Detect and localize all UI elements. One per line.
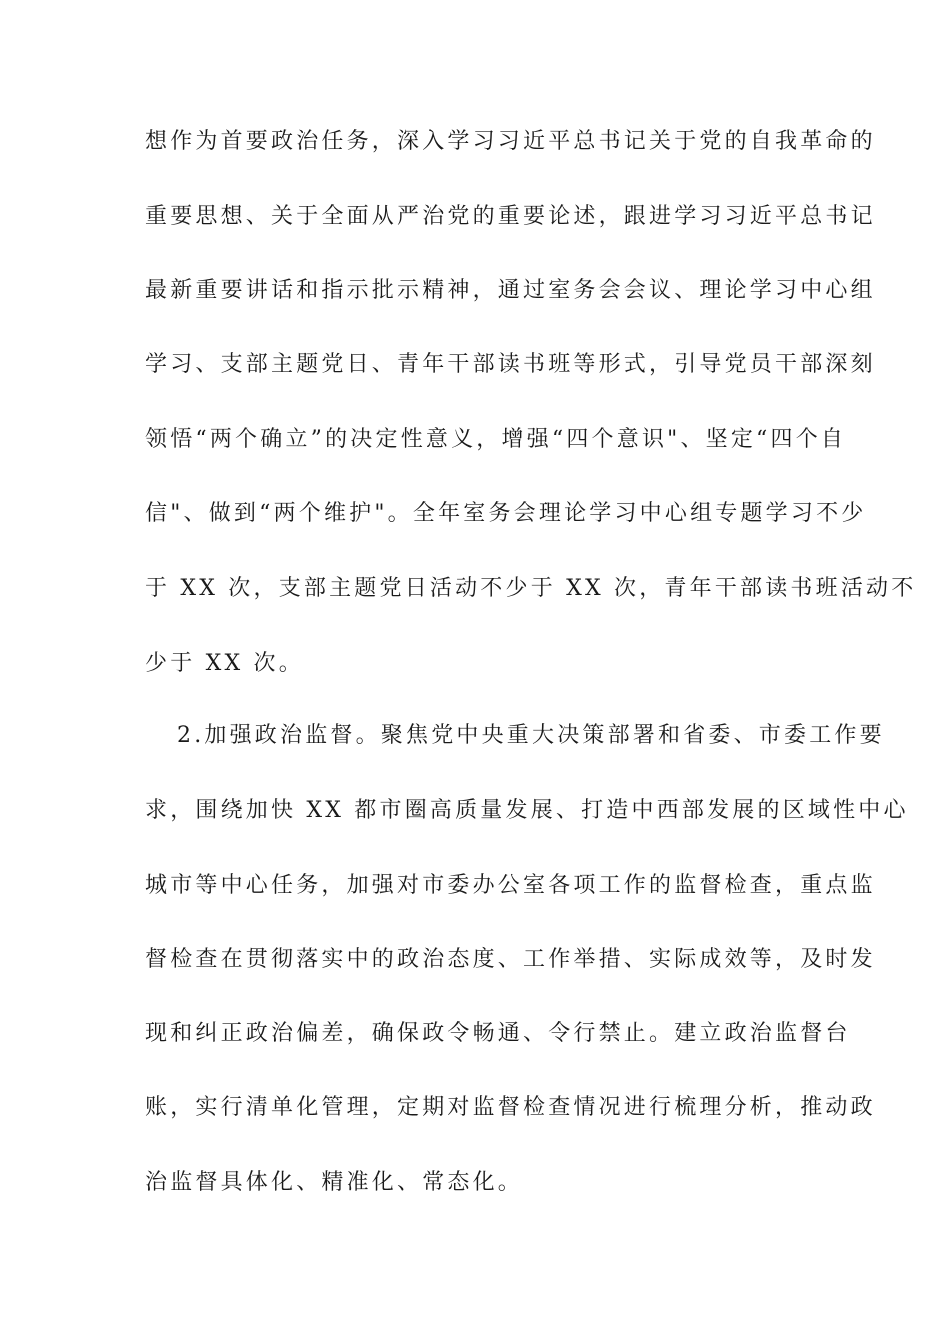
text-line: 于 XX 次，支部主题党日活动不少于 XX 次，青年干部读书班活动不 xyxy=(145,576,917,601)
text-line: 城市等中心任务，加强对市委办公室各项工作的监督检查，重点监 xyxy=(145,873,876,898)
text-line: 领悟“两个确立”的决定性意义，增强“四个意识"、坚定“四个自 xyxy=(145,427,847,452)
text-line: 账，实行清单化管理，定期对监督检查情况进行梳理分析，推动政 xyxy=(145,1095,876,1120)
text-line: 现和纠正政治偏差，确保政令畅通、令行禁止。建立政治监督台 xyxy=(145,1021,851,1046)
text-line: 学习、支部主题党日、青年干部读书班等形式，引导党员干部深刻 xyxy=(145,352,876,377)
text-line: 信"、做到“两个维护"。全年室务会理论学习中心组专题学习不少 xyxy=(145,501,867,526)
text-line: 想作为首要政治任务，深入学习习近平总书记关于党的自我革命的 xyxy=(145,129,876,154)
text-line: 治监督具体化、精准化、常态化。 xyxy=(145,1170,524,1195)
paragraph-heading-line: 2.加强政治监督。聚焦党中央重大决策部署和省委、市委工作要 xyxy=(177,723,885,748)
text-line: 重要思想、关于全面从严治党的重要论述，跟进学习习近平总书记 xyxy=(145,204,876,229)
text-line: 督检查在贯彻落实中的政治态度、工作举措、实际成效等，及时发 xyxy=(145,947,876,972)
text-line: 最新重要讲话和指示批示精神，通过室务会会议、理论学习中心组 xyxy=(145,278,876,303)
text-line: 少于 XX 次。 xyxy=(145,651,304,676)
text-line: 求，围绕加快 XX 都市圈高质量发展、打造中西部发展的区域性中心 xyxy=(145,798,909,823)
